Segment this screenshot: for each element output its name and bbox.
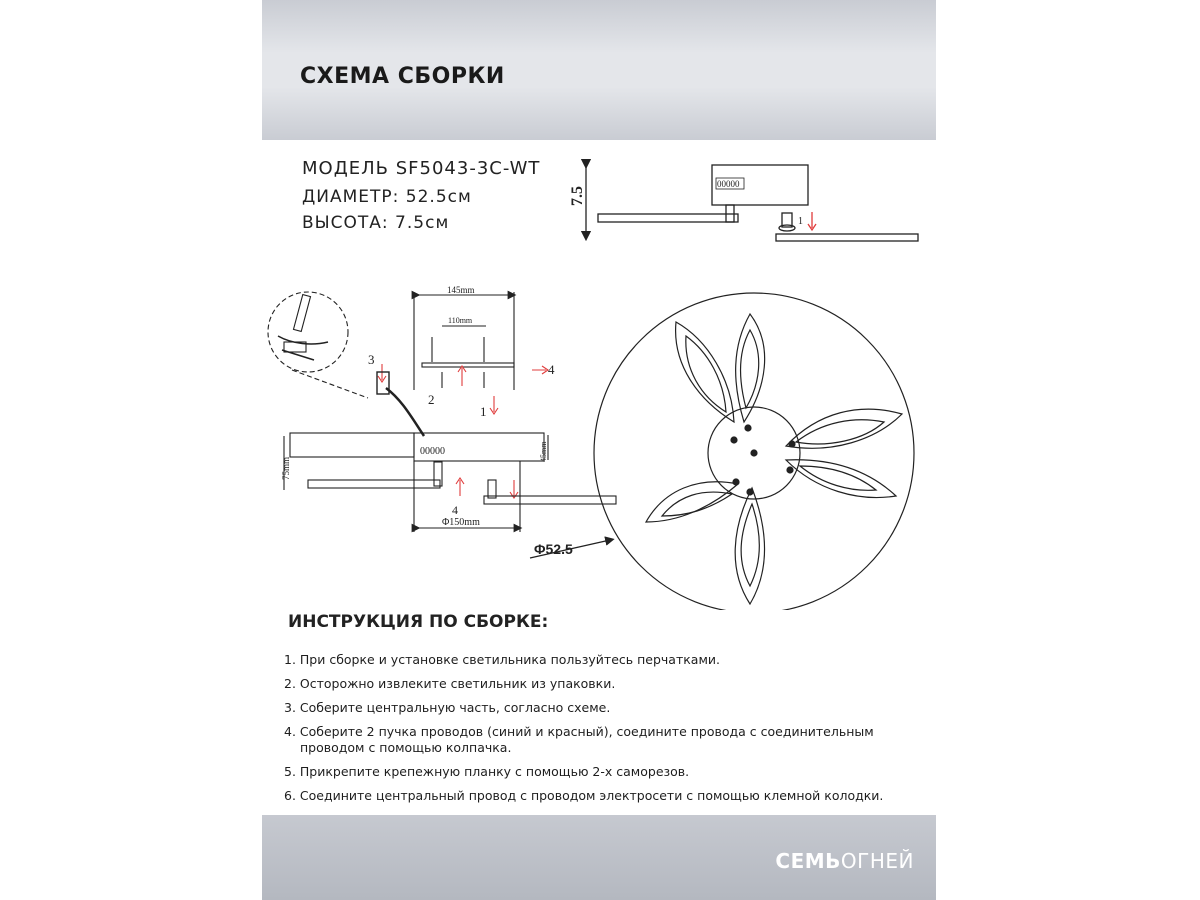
width-110-label: 110mm: [448, 316, 473, 325]
step-1-marker: 1: [480, 404, 487, 419]
footer-band: [262, 815, 936, 900]
step-4b-marker: 4: [452, 503, 458, 517]
assembly-diagram: [262, 150, 936, 610]
instruction-item: [284, 724, 934, 756]
step-4-marker: 4: [548, 362, 555, 377]
base-diameter-label: Φ150mm: [442, 517, 480, 528]
height-45-label: 45mm: [539, 441, 548, 462]
height-label: ВЫСОТА: 7.5см: [302, 213, 450, 233]
side-profile: [569, 164, 918, 241]
instruction-item: 5. Прикрепите крепежную планку с помощью 2-х саморезов.: [284, 764, 690, 779]
diameter-label: ДИАМЕТР: 52.5см: [302, 187, 472, 207]
step-3-marker: 3: [368, 352, 375, 367]
instruction-item-line: 4. Соберите 2 пучка проводов (синий и красный), соедините провода с соединительным: [284, 724, 874, 739]
height-dimension: 7.5: [569, 186, 586, 206]
step-2-marker: 2: [428, 392, 435, 407]
svg-text:1: 1: [798, 216, 803, 227]
instruction-item: 2. Осторожно извлеките светильник из упаковки.: [284, 676, 616, 691]
instructions-title: ИНСТРУКЦИЯ ПО СБОРКЕ:: [288, 612, 549, 632]
leaf-arm-top: [676, 314, 765, 443]
width-145-label: 145mm: [447, 285, 475, 295]
model-label: МОДЕЛЬ SF5043-3C-WT: [302, 158, 541, 179]
brand-logo: [775, 849, 914, 873]
instructions-list: [284, 652, 934, 812]
instruction-item: 1. При сборке и установке светильника пользуйтесь перчатками.: [284, 652, 720, 667]
brand-light: ОГНЕЙ: [840, 849, 914, 873]
brand-bold: СЕМЬ: [775, 849, 841, 873]
instruction-item: 6. Соедините центральный провод с проводом электросети с помощью клемной колодки.: [284, 788, 884, 803]
instruction-item-continuation: проводом с помощью колпачка.: [300, 740, 512, 755]
diameter-dimension: Φ52.5: [534, 541, 573, 557]
svg-text:00000: 00000: [717, 179, 740, 189]
header-band: [262, 0, 936, 140]
exploded-view: [268, 285, 616, 532]
leaf-arm-right: [786, 409, 902, 497]
top-view: [530, 293, 914, 610]
height-75-label: 75mm: [281, 456, 291, 480]
instruction-item: 3. Соберите центральную часть, согласно схеме.: [284, 700, 611, 715]
svg-text:00000: 00000: [420, 446, 445, 457]
page-title: СХЕМА СБОРКИ: [300, 64, 505, 89]
